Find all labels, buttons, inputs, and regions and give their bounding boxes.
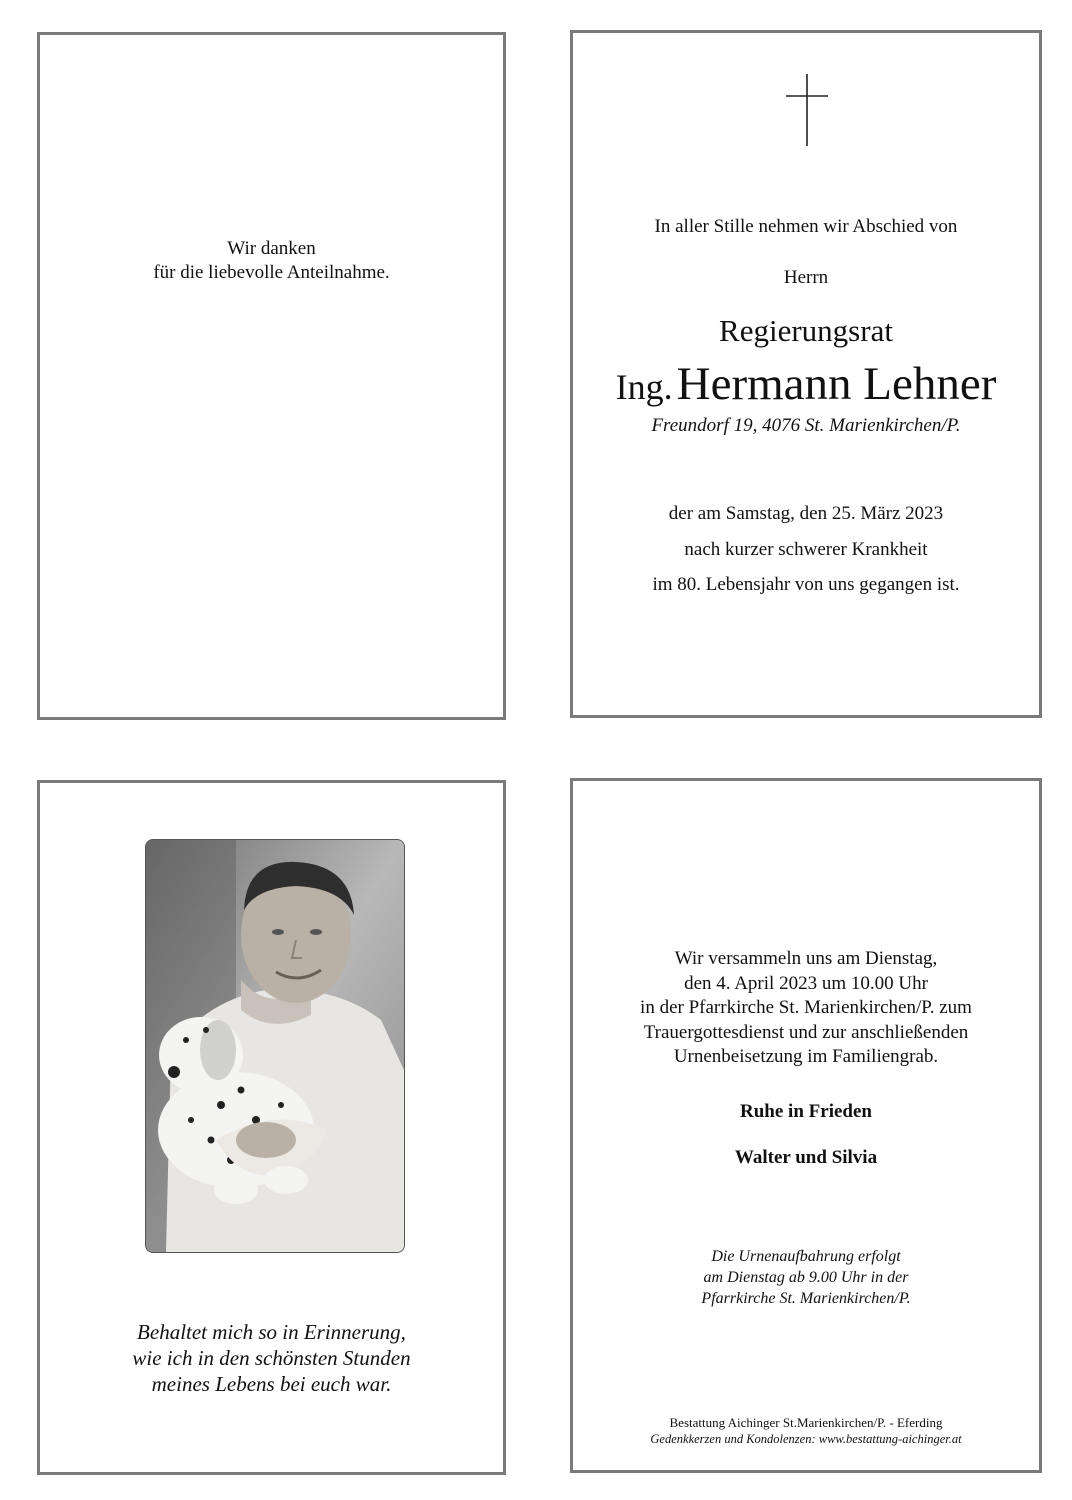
undertaker-website: Gedenkkerzen und Kondolenzen: www.bestattung-aichinger.at [650, 1432, 962, 1446]
death-line: im 80. Lebensjahr von uns gegangen ist. [652, 574, 960, 595]
death-details [573, 496, 1039, 603]
viewing-line: Die Urnenaufbahrung erfolgt [711, 1248, 901, 1265]
quote-line: Behaltet mich so in Erinnerung, [137, 1320, 406, 1344]
memorial-quote [40, 1319, 503, 1397]
memorial-panel [37, 780, 506, 1475]
portrait-photo-icon [146, 840, 404, 1252]
service-details [573, 947, 1039, 1070]
rest-in-peace: Ruhe in Frieden [740, 1101, 872, 1122]
death-line: der am Samstag, den 25. März 2023 [668, 503, 944, 524]
thanks-panel [37, 32, 506, 720]
viewing-line: am Dienstag ab 9.00 Uhr in der [703, 1269, 909, 1286]
urn-viewing-info [573, 1246, 1039, 1309]
quote-line: wie ich in den schönsten Stunden [132, 1346, 411, 1370]
undertaker-name: Bestattung Aichinger St.Marienkirchen/P. - Eferding [669, 1415, 943, 1430]
thanks-line: Wir danken [227, 238, 316, 259]
service-line: Urnenbeisetzung im Familiengrab. [673, 1046, 939, 1067]
portrait-photo [146, 840, 404, 1252]
death-line: nach kurzer schwerer Krankheit [684, 538, 928, 560]
deceased-full-name: Hermann Lehner [676, 358, 997, 410]
death-notice-panel [570, 30, 1042, 718]
deceased-name-prefix: Ing. [615, 367, 673, 407]
quote-line: meines Lebens bei euch war. [151, 1372, 392, 1396]
notice-salutation: Herrn [783, 267, 829, 288]
thanks-text [40, 237, 503, 285]
service-line: Trauergottesdienst und zur anschließenden [643, 1021, 969, 1043]
service-line: den 4. April 2023 um 10.00 Uhr [684, 972, 928, 994]
deceased-title: Regierungsrat [719, 313, 893, 348]
service-line: Wir versammeln uns am Dienstag, [674, 948, 938, 969]
deceased-name [573, 357, 1039, 411]
latin-cross-icon [786, 74, 828, 146]
viewing-line: Pfarrkirche St. Marienkirchen/P. [701, 1290, 911, 1307]
deceased-address: Freundorf 19, 4076 St. Marienkirchen/P. [651, 415, 961, 436]
mourners-names: Walter und Silvia [734, 1147, 878, 1168]
notice-intro: In aller Stille nehmen wir Abschied von [654, 216, 958, 237]
service-panel [570, 778, 1042, 1473]
service-line: in der Pfarrkirche St. Marienkirchen/P. zum [640, 997, 972, 1018]
thanks-line: für die liebevolle Anteilnahme. [153, 262, 390, 283]
